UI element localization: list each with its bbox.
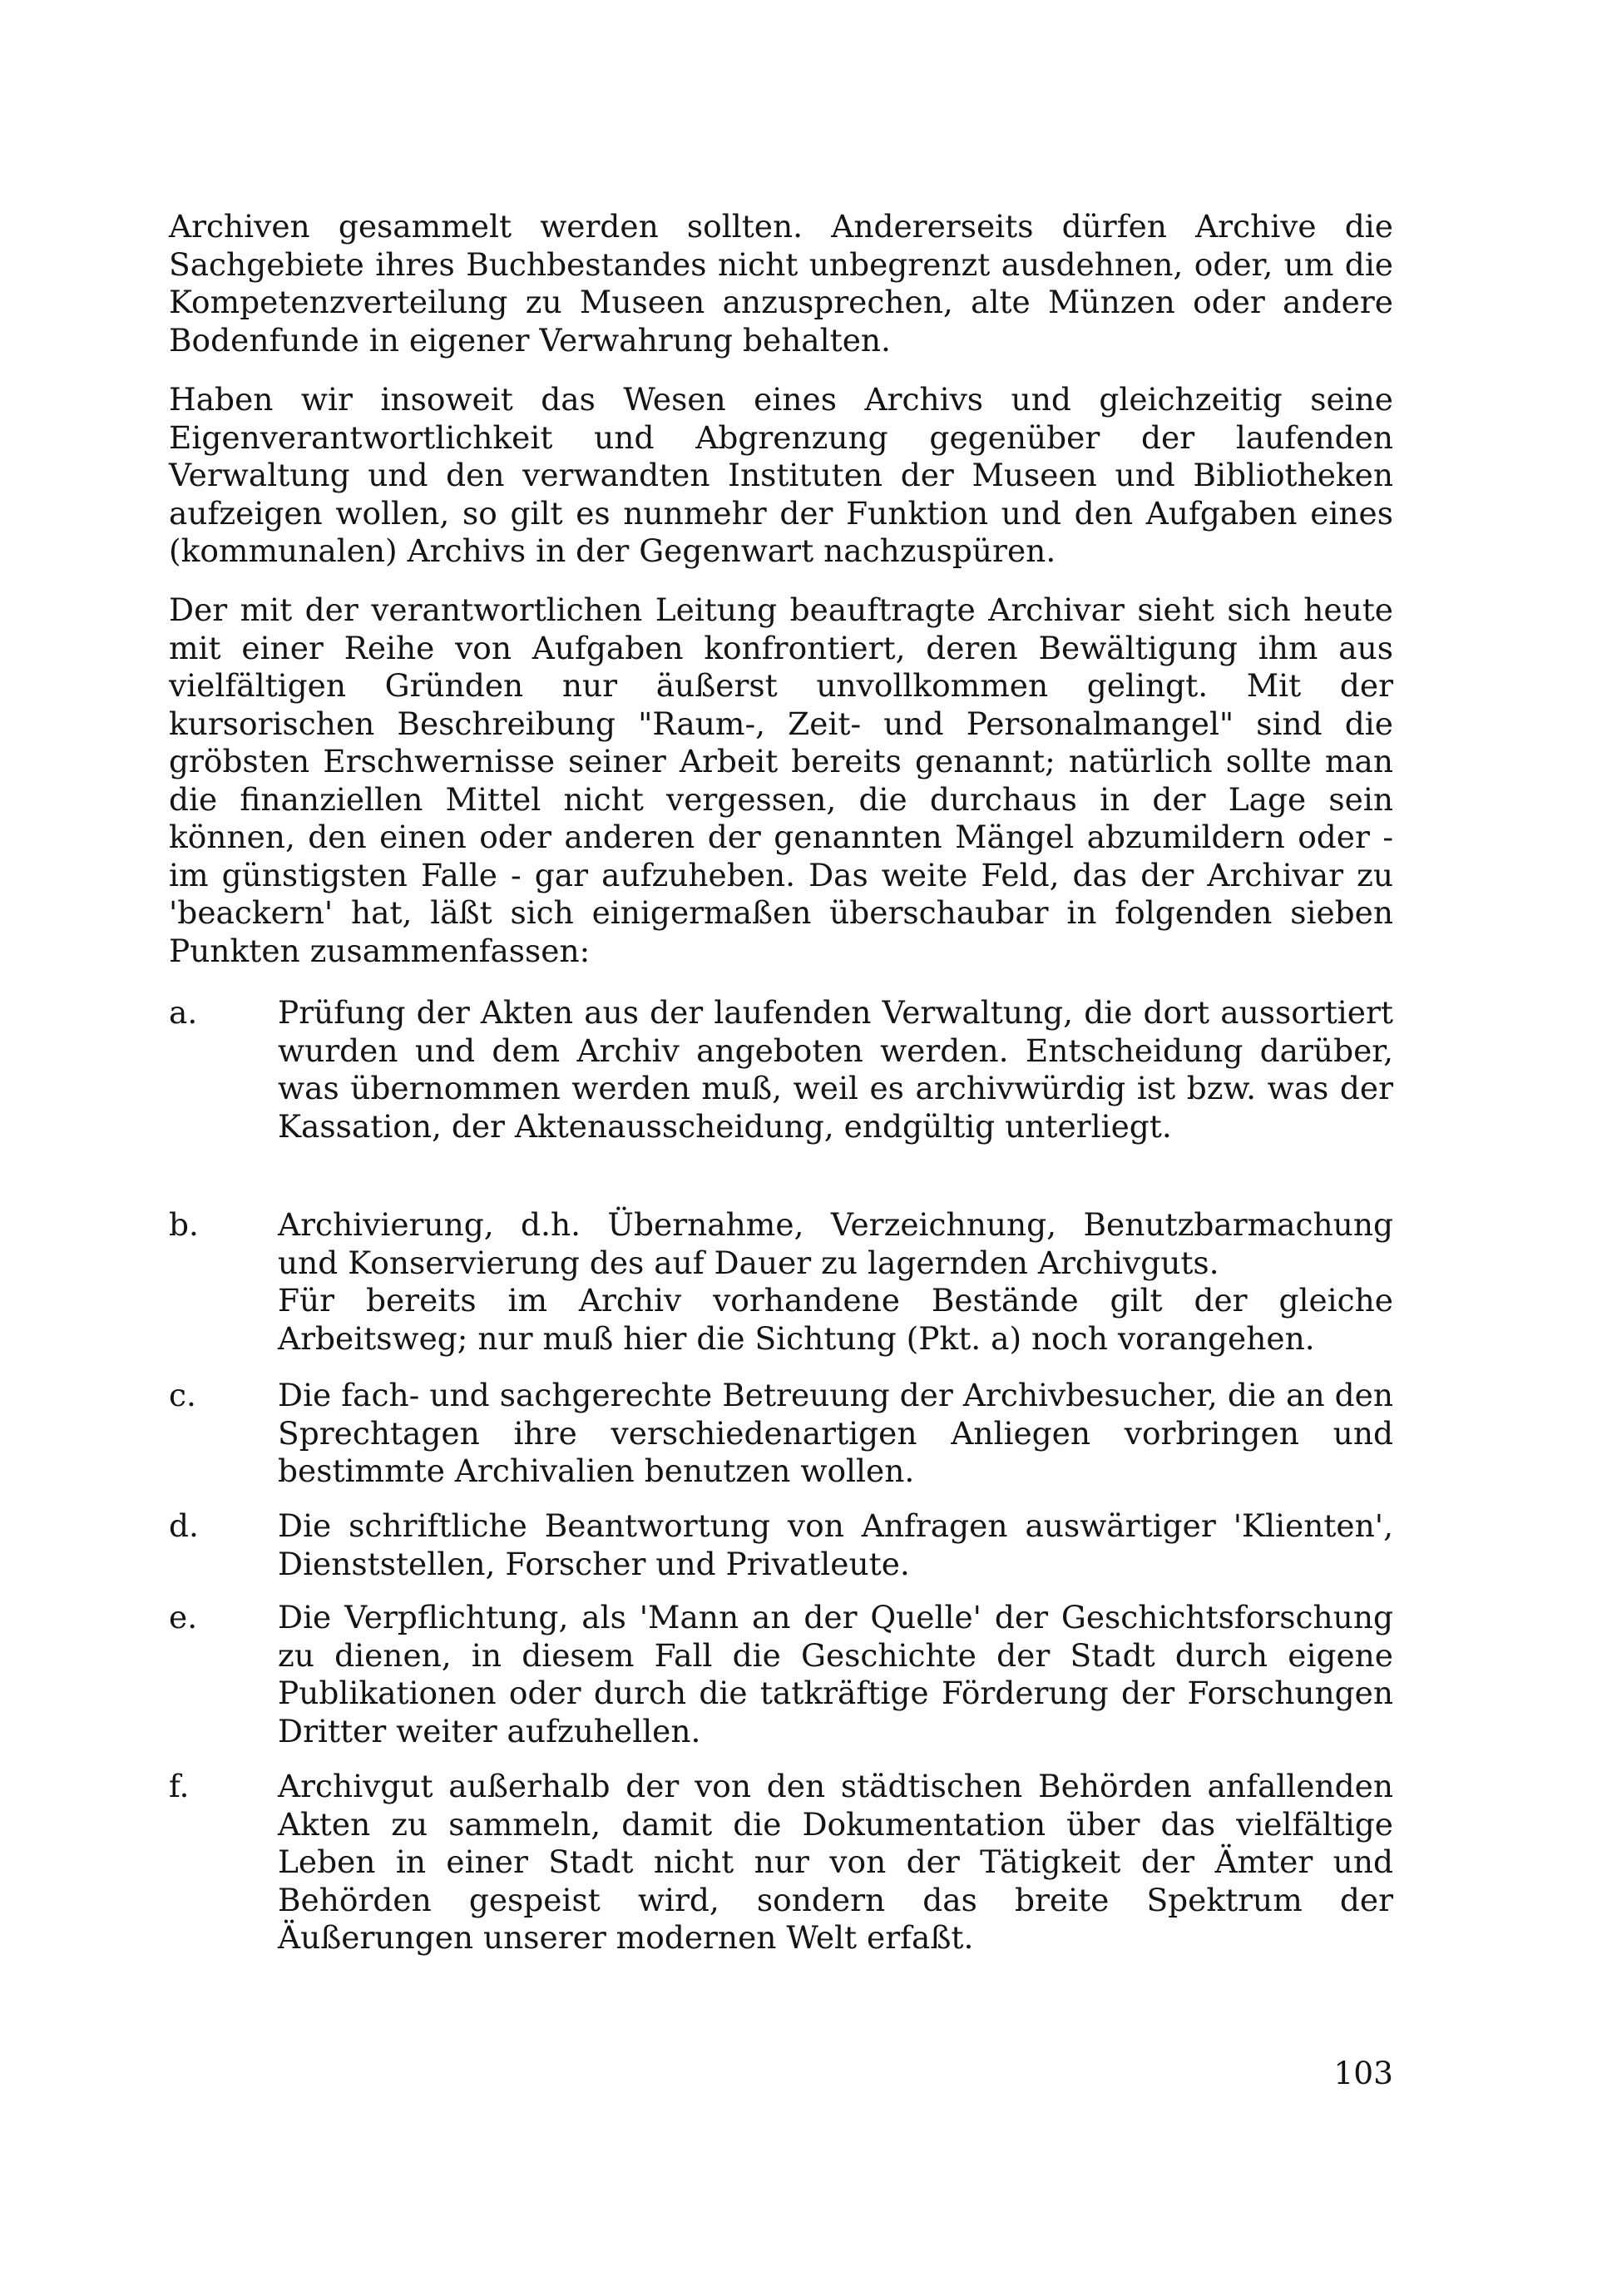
- paragraph-3: Der mit der verantwortlichen Leitung beauftragte Archivar sieht sich heute mit einer Reihe von Aufgaben konfrontiert, deren Bewältigung ihm aus vielfältigen Gründen nur äußerst unvollkommen gelingt. Mit der kursorischen Beschreibung "Raum-, Zeit- und Personalmangel" sind die gröbsten Erschwernisse seiner Arbeit bereits genannt; natürlich sollte man die finanziellen Mittel nicht vergessen, die durchaus in der Lage sein können, den einen oder anderen der genannten Mängel abzumildern oder - im günstigsten Falle - gar aufzuheben. Das weite Feld, das der Archivar zu 'beackern' hat, läßt sich einigermaßen überschaubar in folgenden sieben Punkten zusammenfassen:: [169, 591, 1393, 969]
- paragraph-2: Haben wir insoweit das Wesen eines Archivs und gleichzeitig seine Eigenverantwortlichkeit und Abgrenzung gegenüber der laufenden Verwaltung und den verwandten Instituten der Museen und Bibliotheken aufzeigen wollen, so gilt es nunmehr der Funktion und den Aufgaben eines (kommunalen) Archivs in der Gegenwart nachzuspüren.: [169, 381, 1393, 569]
- list-marker: c.: [169, 1377, 196, 1413]
- list-item-text: Die Verpflichtung, als 'Mann an der Quelle' der Geschichtsforschung zu dienen, in diesem Fall die Geschichte der Stadt durch eigene Publikationen oder durch die tatkräftige Förderung der Forschungen Dritter weiter aufzuhellen.: [278, 1599, 1393, 1749]
- list-item-text: Archivgut außerhalb der von den städtischen Behörden anfallenden Akten zu sammeln, damit die Dokumentation über das vielfältige Leben in einer Stadt nicht nur von der Tätigkeit der Ämter und Behörden gespeist wird, sondern das breite Spektrum der Äußerungen unserer modernen Welt erfaßt.: [278, 1768, 1393, 1956]
- list-marker: d.: [169, 1507, 199, 1544]
- page-number: 103: [1333, 2055, 1393, 2091]
- paragraph-1: Archiven gesammelt werden sollten. Andererseits dürfen Archive die Sachgebiete ihres Buchbestandes nicht unbegrenzt ausdehnen, oder, um die Kompetenzverteilung zu Museen anzusprechen, alte Münzen oder andere Bodenfunde in eigener Verwahrung behalten.: [169, 208, 1393, 359]
- list-marker: a.: [169, 994, 198, 1031]
- list-item-text: Die schriftliche Beantwortung von Anfragen auswärtiger 'Klienten', Dienststellen, Forscher und Privatleute.: [278, 1507, 1393, 1582]
- list-item-text: Archivierung, d.h. Übernahme, Verzeichnung, Benutzbarmachung und Konservierung des auf Dauer zu lagernden Archivguts.: [278, 1206, 1393, 1281]
- list-item-text: Prüfung der Akten aus der laufenden Verwaltung, die dort aussortiert wurden und dem Archiv angeboten werden. Entscheidung darüber, was übernommen werden muß, weil es archivwürdig ist bzw. was der Kassation, der Aktenausscheidung, endgültig unterliegt.: [278, 994, 1393, 1145]
- list-item-text: Die fach- und sachgerechte Betreuung der Archivbesucher, die an den Sprechtagen ihre verschiedenartigen Anliegen vorbringen und bestimmte Archivalien benutzen wollen.: [278, 1377, 1393, 1489]
- list-marker: f.: [169, 1768, 190, 1804]
- list-marker: e.: [169, 1599, 198, 1635]
- list-marker: b.: [169, 1206, 199, 1243]
- list-item-text-continued: Für bereits im Archiv vorhandene Bestände gilt der gleiche Arbeitsweg; nur muß hier die Sichtung (Pkt. a) noch vorangehen.: [278, 1282, 1393, 1357]
